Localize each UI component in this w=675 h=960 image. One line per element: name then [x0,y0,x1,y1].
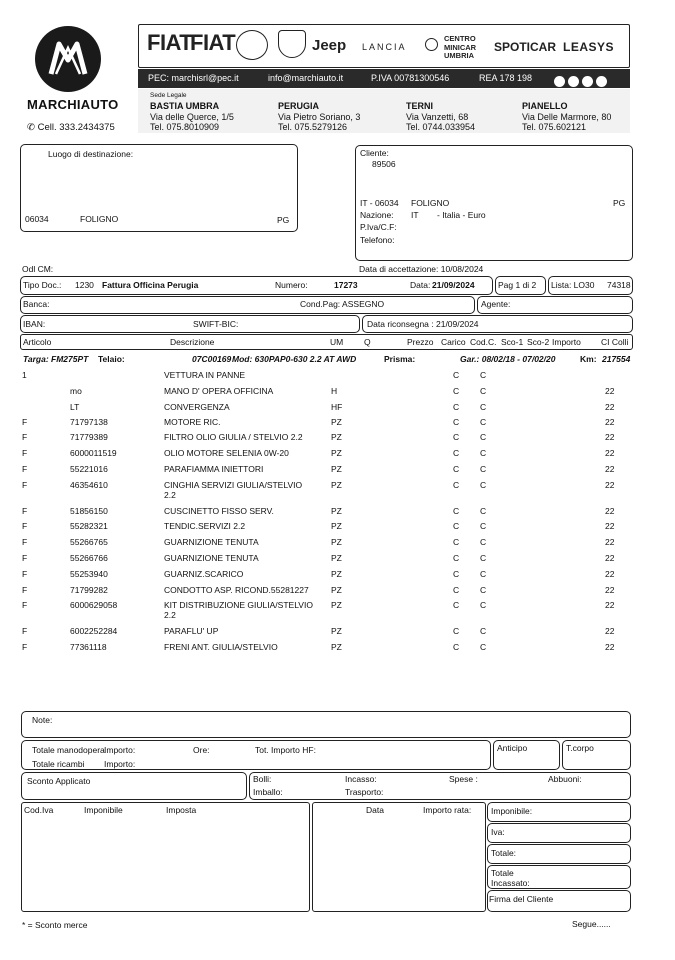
row-carico: C [453,537,460,547]
row-descrizione: CONDOTTO ASP. RICOND.55281227 [164,585,309,595]
importo-ricambi: Importo: [104,759,136,769]
col-um: UM [330,337,344,347]
spese-label: Spese : [449,774,478,784]
row-descrizione: MOTORE RIC. [164,417,221,427]
row-carico: C [453,642,460,652]
row-descrizione-cont: 2.2 [164,610,176,620]
codiva-label: Cod.Iva [24,805,54,815]
row-carico: C [453,585,460,595]
row-um: HF [331,402,343,412]
row-codc: C [480,506,487,516]
row-articolo: 46354610 [70,480,108,490]
row-descrizione: PARAFIAMMA INIETTORI [164,464,264,474]
bolli-label: Bolli: [253,774,272,784]
phone-icon: ✆ [27,122,35,133]
row-codc: C [480,585,487,595]
row-flag: F [22,585,28,595]
vehicle-prisma: Prisma: [384,354,416,364]
row-codc: C [480,537,487,547]
col-codc: Cod.C. [470,337,497,347]
row-flag: F [22,480,28,490]
agente-label: Agente: [481,299,511,309]
numero-label: Numero: [275,280,308,290]
row-um: PZ [331,600,342,610]
col-ci-colli: CI Colli [601,337,629,347]
row-codc: C [480,642,487,652]
row-ci: 22 [605,432,615,442]
destination-prov: PG [277,215,290,225]
client-prov: PG [613,198,626,208]
office-address: Via delle Querce, 1/5 [150,112,234,122]
sconto-label: Sconto Applicato [27,776,91,786]
trasporto-label: Trasporto: [345,787,384,797]
row-codc: C [480,600,487,610]
vehicle-telaio: 07C00169 [192,354,232,364]
row-ci: 22 [605,537,615,547]
pag-value: Pag 1 di 2 [498,280,537,290]
contact-bar [138,69,630,88]
row-codc: C [480,402,487,412]
row-um: PZ [331,464,342,474]
col-prezzo: Prezzo [407,337,434,347]
piva: P.IVA 00781300546 [371,73,450,83]
abarth-icon [278,30,306,58]
vehicle-garanzia: Gar.: 08/02/18 - 07/02/20 [460,354,556,364]
col-sco2: Sco-2 [527,337,550,347]
client-telefono-label: Telefono: [360,235,395,245]
tipo-doc-label: Tipo Doc.: [23,280,62,290]
row-ci: 22 [605,448,615,458]
row-descrizione: FILTRO OLIO GIULIA / STELVIO 2.2 [164,432,303,442]
email: info@marchiauto.it [268,73,344,83]
note-box [21,711,631,738]
row-flag: F [22,600,28,610]
destination-city: FOLIGNO [80,214,119,224]
client-nazione: IT [411,210,419,220]
office-tel: Tel. 075.8010909 [150,122,220,132]
col-carico: Carico [441,337,466,347]
listino-num: 74318 [607,280,631,290]
facebook-icon[interactable] [554,76,565,87]
pec: PEC: marchisrl@pec.it [148,73,239,83]
data-riconsegna: Data riconsegna : 21/09/2024 [367,319,479,329]
totale-ricambi: Totale ricambi [32,759,85,769]
company-logo [35,26,101,92]
row-ci: 22 [605,626,615,636]
row-codc: C [480,386,487,396]
listino-value: Lista: LO30 [551,280,595,290]
odl-label: Odl CM: [22,264,54,274]
row-articolo: 55266766 [70,553,108,563]
row-codc: C [480,370,487,380]
data-value: 21/09/2024 [432,280,475,290]
row-um: PZ [331,569,342,579]
client-nazione-label: Nazione: [360,210,394,220]
row-flag: F [22,417,28,427]
office-city: BASTIA UMBRA [150,101,220,111]
row-ci: 22 [605,402,615,412]
row-ci: 22 [605,569,615,579]
totale-label: Totale: [491,848,517,858]
rea: REA 178 198 [479,73,533,83]
minicar-icon [425,38,438,51]
row-descrizione: KIT DISTRIBUZIONE GIULIA/STELVIO [164,600,313,610]
company-name: MARCHIAUTO [27,97,119,112]
row-articolo: 6000629058 [70,600,118,610]
row-codc: C [480,432,487,442]
brand-minicar: CENTRO MINICAR UMBRIA [444,34,477,61]
numero-value: 17273 [334,280,358,290]
tcorpo-label: T.corpo [566,743,594,753]
row-descrizione-cont: 2.2 [164,490,176,500]
firma-label: Firma del Cliente [489,894,554,904]
row-descrizione: OLIO MOTORE SELENIA 0W-20 [164,448,289,458]
imponibile-label: Imponibile: [491,806,533,816]
row-descrizione: PARAFLU' UP [164,626,219,636]
row-articolo: 6000011519 [70,448,117,458]
row-ci: 22 [605,521,615,531]
row-articolo: mo [70,386,82,396]
row-codc: C [480,480,487,490]
row-carico: C [453,417,460,427]
row-carico: C [453,370,460,380]
brand-spoticar: SPOTICAR [494,40,557,54]
client-piva-label: P.Iva/C.F: [360,222,397,232]
row-descrizione: GUARNIZ.SCARICO [164,569,244,579]
row-articolo: 55282321 [70,521,108,531]
imposta-label: Imposta [166,805,197,815]
row-codc: C [480,553,487,563]
row-um: PZ [331,553,342,563]
office-address: Via Delle Marmore, 80 [522,112,612,122]
alfa-romeo-icon [236,30,268,60]
row-articolo: 55221016 [70,464,108,474]
iban-box [20,315,360,333]
client-code: 89506 [372,159,396,169]
row-um: PZ [331,480,342,490]
row-articolo: LT [70,402,80,412]
row-descrizione: GUARNIZIONE TENUTA [164,553,259,563]
brand-lancia: LANCIA [362,42,407,52]
row-ci: 22 [605,585,615,595]
destination-cap: 06034 [25,214,49,224]
row-flag: F [22,642,28,652]
row-flag: F [22,432,28,442]
row-carico: C [453,600,460,610]
google-icon[interactable] [582,76,593,87]
row-codc: C [480,464,487,474]
tripadvisor-icon[interactable] [596,76,607,87]
tipo-doc-code: 1230 [75,280,94,290]
client-nazione-desc: - Italia - Euro [437,210,486,220]
row-flag: F [22,569,28,579]
row-flag: F [22,464,28,474]
office-city: PERUGIA [278,101,320,111]
row-articolo: 71797138 [70,417,108,427]
row-descrizione: MANO D' OPERA OFFICINA [164,386,274,396]
row-um: PZ [331,642,342,652]
row-carico: C [453,464,460,474]
client-label: Cliente: [360,148,389,158]
col-importo: Importo [552,337,581,347]
row-ci: 22 [605,386,615,396]
row-um: PZ [331,448,342,458]
row-um: H [331,386,338,396]
logo-mark-icon [35,26,101,92]
row-ci: 22 [605,417,615,427]
tot-manodopera: Totale manodopera [32,745,105,755]
col-q: Q [364,337,371,347]
row-articolo: 51856150 [70,506,108,516]
row-carico: C [453,506,460,516]
cell-number: Cell. 333.2434375 [37,122,115,133]
vehicle-km-label: Km: [580,354,597,364]
row-carico: C [453,432,460,442]
brand-fiat-professional: FIAT [190,30,236,55]
iban-label: IBAN: [23,319,46,329]
row-articolo: 6002252284 [70,626,118,636]
office-city: TERNI [406,101,433,111]
row-carico: C [453,569,460,579]
row-articolo: 55266765 [70,537,108,547]
rate-box [312,802,486,912]
ore-label: Ore: [193,745,210,755]
row-ci: 22 [605,464,615,474]
row-carico: C [453,480,460,490]
row-ci: 22 [605,480,615,490]
iva-total-box [487,823,631,843]
totale-incassato-label: Totale [491,868,514,878]
row-ci: 22 [605,506,615,516]
tot-importo-hf: Tot. Importo HF: [255,745,316,755]
row-articolo: 77361118 [70,642,107,652]
row-flag: F [22,537,28,547]
row-carico: C [453,626,460,636]
brand-leasys: LEASYS [563,40,615,54]
row-articolo: 71799282 [70,585,108,595]
vehicle-telaio-label: Telaio: [98,354,125,364]
banca-box [20,296,475,314]
office-address: Via Pietro Soriano, 3 [278,112,361,122]
row-codc: C [480,569,487,579]
row-codc: C [480,521,487,531]
row-flag: F [22,506,28,516]
anticipo-label: Anticipo [497,743,528,753]
banca-label: Banca: [23,299,50,309]
imballo-label: Imballo: [253,787,283,797]
cond-pag: Cond.Pag: ASSEGNO [300,299,385,309]
incasso-label: Incasso: [345,774,377,784]
row-um: PZ [331,506,342,516]
row-carico: C [453,402,460,412]
office-tel: Tel. 075.602121 [522,122,587,132]
importo-rata-label: Importo rata: [423,805,472,815]
row-carico: C [453,386,460,396]
row-um: PZ [331,626,342,636]
row-ci: 22 [605,642,615,652]
col-descrizione: Descrizione [170,337,215,347]
client-location: IT - 06034 [360,198,399,208]
vehicle-km: 217554 [602,354,631,364]
row-flag: F [22,553,28,563]
row-articolo: 71779389 [70,432,108,442]
row-descrizione: CINGHIA SERVIZI GIULIA/STELVIO [164,480,303,490]
abbuoni-label: Abbuoni: [548,774,582,784]
segue-label: Segue...... [572,919,611,929]
row-descrizione: CUSCINETTO FISSO SERV. [164,506,274,516]
row-um: PZ [331,521,342,531]
row-descrizione: VETTURA IN PANNE [164,370,246,380]
row-flag: F [22,521,28,531]
row-codc: C [480,417,487,427]
row-flag: F [22,626,28,636]
row-um: PZ [331,432,342,442]
row-articolo: 55253940 [70,569,108,579]
swift-label: SWIFT-BIC: [193,319,239,329]
office-tel: Tel. 0744.033954 [406,122,476,132]
iva-label: Iva: [491,827,505,837]
company-cell [27,122,115,133]
data-label: Data: [410,280,431,290]
row-descrizione: TENDIC.SERVIZI 2.2 [164,521,246,531]
row-ci: 22 [605,600,615,610]
row-descrizione: CONVERGENZA [164,402,230,412]
incassato-label: Incassato: [491,878,530,888]
row-carico: C [453,521,460,531]
data-accettazione: Data di accettazione: 10/08/2024 [359,264,484,274]
row-codc: C [480,626,487,636]
note-label: Note: [32,715,53,725]
brand-fiat: FIAT [147,30,193,55]
destination-label: Luogo di destinazione: [48,149,134,159]
office-city: PIANELLO [522,101,568,111]
imponibile-col-label: Imponibile [84,805,123,815]
tipo-doc-desc: Fattura Officina Perugia [102,280,199,290]
row-carico: C [453,553,460,563]
sede-legale-label: Sede Legale [150,92,187,99]
vehicle-targa: Targa: FM275PT [23,354,89,364]
row-flag: 1 [22,370,27,380]
data-col-label: Data [366,805,384,815]
row-ci: 22 [605,553,615,563]
row-flag: F [22,448,28,458]
row-um: PZ [331,417,342,427]
row-codc: C [480,448,487,458]
iva-box [21,802,310,912]
row-descrizione: FRENI ANT. GIULIA/STELVIO [164,642,278,652]
client-city: FOLIGNO [411,198,450,208]
row-carico: C [453,448,460,458]
row-um: PZ [331,537,342,547]
row-um: PZ [331,585,342,595]
instagram-icon[interactable] [568,76,579,87]
vehicle-modello: Mod: 630PAP0-630 2.2 AT AWD [232,354,357,364]
col-sco1: Sco-1 [501,337,524,347]
col-articolo: Articolo [23,337,52,347]
office-tel: Tel. 075.5279126 [278,122,348,132]
brand-jeep: Jeep [312,37,347,54]
row-descrizione: GUARNIZIONE TENUTA [164,537,259,547]
sconto-merce-note: * = Sconto merce [22,920,88,930]
office-address: Via Vanzetti, 68 [406,112,469,122]
importo-manodopera: Importo: [104,745,136,755]
